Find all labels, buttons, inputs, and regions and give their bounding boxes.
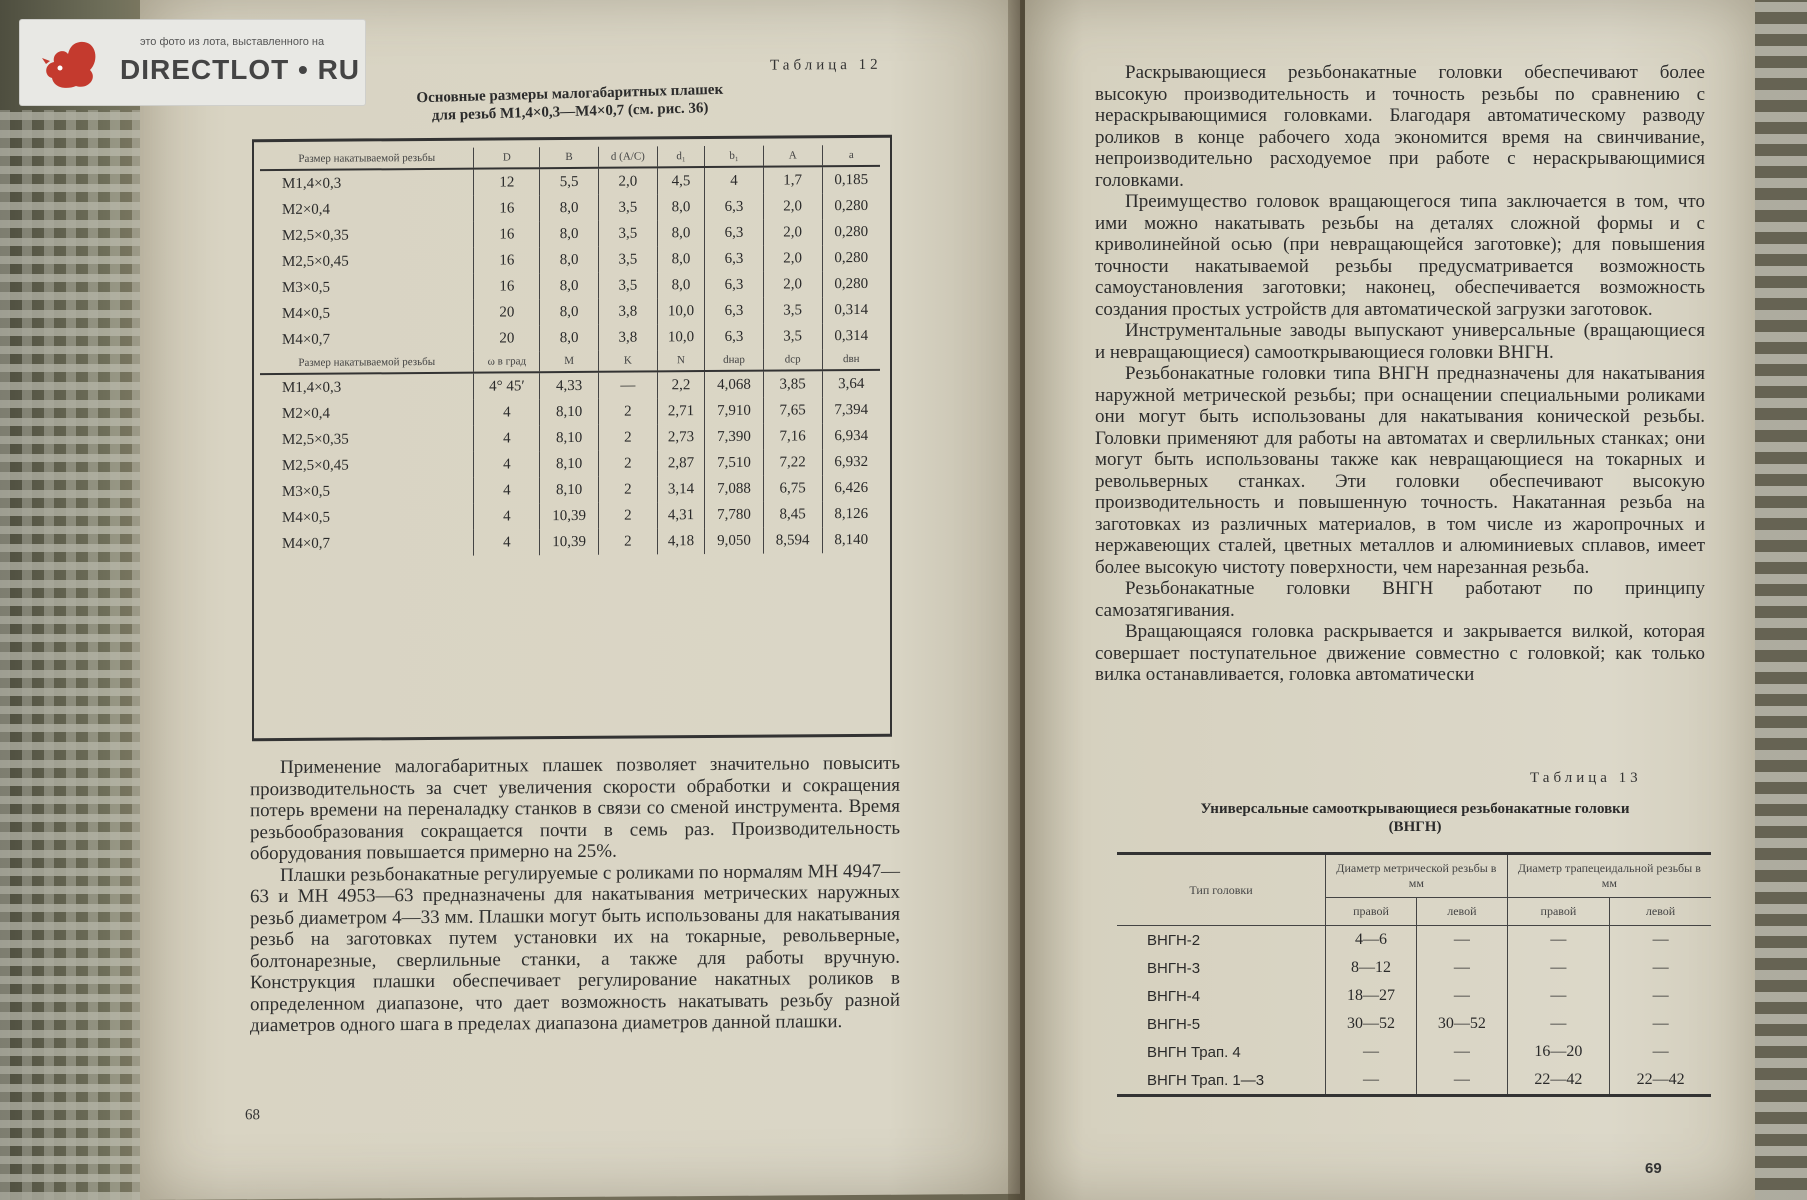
table-cell: 8—12 [1326,954,1417,982]
table-cell: 7,22 [763,449,822,475]
table-cell: 4 [474,451,540,477]
lace-doily-right [1747,0,1807,1200]
left-page-text [250,753,900,1037]
table-cell: 2,71 [657,398,704,424]
table-13-title-line-2: (ВНГН) [1388,819,1442,835]
table-cell: 30—52 [1417,1010,1508,1038]
table-cell: — [1507,926,1609,955]
table-cell: 8,10 [540,477,599,503]
table-cell: — [1417,926,1508,955]
table-cell: 6,75 [763,475,822,501]
table-cell: 8,0 [540,299,599,325]
table-cell: 8,594 [763,527,822,553]
table-cell: 2,87 [657,450,704,476]
row-label-cell: ВНГН-4 [1117,982,1326,1010]
table-cell: 3,5 [598,194,657,220]
table-cell: 30—52 [1326,1010,1417,1038]
table-cell: 6,3 [705,298,764,324]
squirrel-logo-icon [40,34,102,92]
table-cell: 2 [598,528,657,554]
row-label-cell: М4×0,7 [260,326,474,353]
table-cell: 4 [474,477,540,503]
table-cell: 8,0 [540,221,599,247]
page-number: 68 [245,1107,260,1124]
table-12 [260,145,880,557]
table-cell: 0,314 [834,301,869,318]
row-label-cell: ВНГН-3 [1117,954,1326,982]
table-cell: 10,39 [540,503,599,529]
paragraph: Резьбонакатные головки типа ВНГН предназначены для накатывания наружной метрической резьбы; при оснащении специальными роликами они могут быть использованы для накатывания конической резьбы. Головки применяют для работы на автоматах и сверлильных станках; они могут быть использованы также как невращающиеся на токарных и револьверных станках. Эти головки обеспечивают высокую производительность и повышенную точность. Накатанная резьба на заготовках из различных материалов, в том числе из жаропрочных и нержавеющих сталей, цветных металлов и алюминиевых сплавов, имеет более высокую чистоту поверхности, чем нарезанная резьба. [1095,363,1705,578]
row-label-cell: М1,4×0,3 [260,169,474,197]
table-cell: 3,5 [763,297,822,323]
table-cell: 16 [474,195,540,221]
table-cell: 8,10 [540,451,599,477]
table-cell: 8,10 [540,399,599,425]
table-cell: 2 [598,424,657,450]
table-cell: 7,910 [705,398,764,424]
table-cell: 2,0 [763,271,822,297]
table-cell: 22—42 [1636,1071,1685,1088]
row-label-cell: ВНГН-5 [1117,1010,1326,1038]
table-cell: 8,10 [540,425,599,451]
table-13 [1117,852,1711,1097]
table-cell: 3,5 [598,272,657,298]
table-cell: A [763,145,822,166]
table-cell: — [1507,982,1609,1010]
table-cell: — [1507,1010,1609,1038]
table-cell: 7,510 [705,450,764,476]
row-label-cell: М2,5×0,45 [260,452,474,479]
table-cell: 16—20 [1507,1038,1609,1066]
open-book [110,0,1750,1200]
table-cell: 4 [705,167,764,194]
table-cell: 2 [598,398,657,424]
paragraph: Плашки резьбонакатные регулируемые с роликами по нормалям МН 4947—63 и МН 4953—63 предназначены для накатывания метрических наружных резьб диаметром 4—33 мм. Плашки могут быть использованы для накатывания резьб на заготовках путем установки их на токарные, револьверные, болтонарезные, сверлильные станки, а также для работы вручную. Конструкция плашки обеспечивает регулирование накатных роликов в определенном диапазоне, что дает возможность накатывать резьбу разной диаметров одного шага в пределах диапазона диаметров данной плашки. [250,860,900,1037]
table-cell: 6,3 [705,246,764,272]
table-cell: N [657,350,704,371]
table-cell: 2,0 [763,245,822,271]
table-cell: 6,3 [705,272,764,298]
table-cell: M [540,351,599,372]
table-cell: 4—6 [1326,926,1417,955]
table-cell: — [1652,959,1669,976]
paragraph: Раскрывающиеся резьбонакатные головки обеспечивают более высокую производительность и точность резьбы по сравнению с нераскрывающимися головками. Благодаря автоматическому разводу роликов в конце рабочего хода экономится время на свинчивание, непроизводительно расходуемое при работе с нераскрывающимися головками. [1095,62,1705,191]
table-cell: 18—27 [1326,982,1417,1010]
table-12-title [340,79,801,128]
table-cell: 2 [598,476,657,502]
table-cell: 2,0 [763,193,822,219]
col-trap-header: Диаметр трапецеидальной резьбы в мм [1507,854,1711,898]
table-13-title [1125,800,1705,836]
table-cell: 7,780 [705,502,764,528]
table-cell: — [1417,982,1508,1010]
table-cell: 5,5 [540,168,599,195]
table-cell: 4,5 [657,167,704,194]
table-cell: 4,068 [705,371,764,398]
col-type-header: Тип головки [1117,854,1326,926]
paragraph: Резьбонакатные головки ВНГН работают по принципу самозатягивания. [1095,578,1705,621]
table-cell: a [822,145,880,166]
table-cell: 6,934 [834,427,869,444]
table-cell: 6,932 [834,453,869,470]
row-label-cell: М3×0,5 [260,274,474,301]
table-cell: d₁ [657,146,704,167]
table-cell: 4,18 [657,528,704,554]
table-cell: 3,64 [838,375,865,392]
table-cell: 6,426 [834,479,869,496]
table-cell: 0,280 [834,197,869,214]
left-page [140,0,1020,1200]
table-cell: — [1417,954,1508,982]
table-cell: 7,394 [834,401,869,418]
table-cell: 0,280 [834,223,869,240]
table-cell: ω в град [474,351,540,372]
table-row [1117,926,1711,955]
table-cell: 6,3 [705,220,764,246]
table-12-title-line-2: для резьб М1,4×0,3—М4×0,7 (см. рис. 36) [431,100,709,124]
col-trap-left: левой [1610,898,1711,926]
table-cell: 3,5 [763,323,822,349]
table-cell: 8,126 [834,505,869,522]
table-cell: 2,0 [598,167,657,194]
table-cell: — [1326,1066,1417,1096]
table-cell: 2 [598,450,657,476]
table-cell: 8,0 [657,220,704,246]
row-label-cell: М2×0,4 [260,400,474,427]
table-cell: 0,185 [834,171,869,188]
row-label-cell: М2×0,4 [260,196,474,223]
table-row [1117,1038,1711,1066]
paragraph: Вращающаяся головка раскрывается и закрывается вилкой, которая совершает поступательное движение совместно с головкой; как только вилка останавливается, головка автоматически [1095,621,1705,685]
table-cell: d (A/C) [598,146,657,167]
table-cell: 3,85 [763,370,822,397]
table-cell: — [1326,1038,1417,1066]
table-cell: 20 [474,325,540,351]
table-cell: 1,7 [763,166,822,193]
table-cell: 6,3 [705,194,764,220]
table-cell: — [1417,1066,1508,1096]
table-row [1117,1066,1711,1096]
col-trap-right: правой [1507,898,1609,926]
table-cell: 4,31 [657,502,704,528]
table-cell: 7,16 [763,423,822,449]
table-cell: 8,0 [657,194,704,220]
table-cell: 22—42 [1507,1066,1609,1096]
table-cell: — [1652,931,1669,948]
table-cell: dср [763,349,822,370]
row-label-cell: М4×0,5 [260,504,474,531]
table-row [260,370,880,401]
table-cell: 4 [474,529,540,555]
table-cell: 12 [474,168,540,195]
col-metric-header: Диаметр метрической резьбы в мм [1326,854,1508,898]
table-row [1117,1010,1711,1038]
table-cell: 9,050 [705,528,764,554]
table-row [1117,954,1711,982]
table-cell: 8,0 [540,195,599,221]
table-13-label: Таблица 13 [1530,770,1642,786]
table-12-title-line-1: Основные размеры малогабаритных плашек [416,81,724,107]
table-cell: 4 [474,399,540,425]
table-cell: 0,314 [834,327,869,344]
table-cell: 2,2 [657,371,704,398]
table-cell: 8,0 [540,247,599,273]
row-label-cell: М2,5×0,35 [260,426,474,453]
table-cell: 10,0 [657,324,704,350]
paragraph: Преимущество головок вращающегося типа заключается в том, что ими можно накатывать резьбы на деталях сложной формы и с криволинейной осью (при невращающейся заготовке); для повышения точности накатываемой резьбы предусматривается возможность самоустановления заготовки; наконец, обеспечивается возможность создания простых устройств для автоматической загрузки заготовок. [1095,191,1705,320]
table-cell: 2,0 [763,219,822,245]
table-cell: b₁ [705,146,764,167]
table-cell: — [1417,1038,1508,1066]
table-cell: 6,3 [705,324,764,350]
table-cell: B [540,147,599,168]
col-metric-left: левой [1417,898,1508,926]
table-cell: 7,65 [763,397,822,423]
table-cell: — [598,371,657,398]
right-page [1025,0,1755,1200]
table-cell: 7,088 [705,476,764,502]
row-label-cell: М1,4×0,3 [260,373,474,401]
directlot-watermark [20,20,365,105]
row-label-cell: М3×0,5 [260,478,474,505]
table-cell: 3,14 [657,476,704,502]
table-cell: — [1507,954,1609,982]
table-cell: — [1652,987,1669,1004]
table-cell: D [474,147,540,168]
table-cell: 0,280 [834,275,869,292]
table-cell: 4 [474,425,540,451]
table-cell: 8,45 [763,501,822,527]
row-label-cell: М2,5×0,35 [260,222,474,249]
table-row [260,527,880,557]
row-label-cell: Размер накатываемой резьбы [260,352,474,374]
table-cell: 3,5 [598,246,657,272]
table-row [260,166,880,197]
row-label-cell: ВНГН Трап. 4 [1117,1038,1326,1066]
table-12-body-1 [260,166,880,353]
table-cell: 3,8 [598,324,657,350]
table-cell: 16 [474,247,540,273]
table-cell: 16 [474,273,540,299]
table-cell: 16 [474,221,540,247]
table-13-body [1117,926,1711,1096]
table-cell: 10,0 [657,298,704,324]
table-cell: 8,0 [657,272,704,298]
table-cell: — [1652,1015,1669,1032]
table-cell: 8,0 [657,246,704,272]
right-page-text [1095,62,1705,686]
row-label-cell: М2,5×0,45 [260,248,474,275]
table-cell: 7,390 [705,424,764,450]
table-12-label: Таблица 12 [770,56,882,74]
row-label-cell: ВНГН Трап. 1—3 [1117,1066,1326,1096]
row-label-cell: М4×0,7 [260,530,474,557]
table-cell: dвн [822,349,880,370]
table-cell: — [1652,1043,1669,1060]
table-cell: 4° 45′ [474,372,540,399]
table-13-title-line-1: Универсальные самооткрывающиеся резьбонакатные головки [1200,801,1630,817]
table-cell: 8,0 [540,325,599,351]
table-cell: 2 [598,502,657,528]
table-cell: 4 [474,503,540,529]
table-cell: 2,73 [657,424,704,450]
table-cell: dнар [705,350,764,371]
table-cell: 20 [474,299,540,325]
table-cell: 3,5 [598,220,657,246]
table-cell: 0,280 [834,249,869,266]
table-cell: 10,39 [540,529,599,555]
paragraph: Инструментальные заводы выпускают универсальные (вращающиеся и невращающиеся) самооткрывающиеся головки ВНГН. [1095,320,1705,363]
table-row [1117,982,1711,1010]
table-cell: 8,140 [834,531,869,548]
col-metric-right: правой [1326,898,1417,926]
row-label-cell: Размер накатываемой резьбы [260,148,474,170]
table-12-body-2 [260,370,880,557]
row-label-cell: М4×0,5 [260,300,474,327]
table-cell: K [598,350,657,371]
page-number: 69 [1645,1160,1662,1177]
paragraph: Применение малогабаритных плашек позволяет значительно повысить производительность за счет увеличения скорости обработки и сокращения потерь времени на переналадку станков в связи со сменой инструмента. Время резьбообразования сокращается почти в семь раз. Производительность оборудования повышается примерно на 25%. [250,752,900,865]
table-cell: 8,0 [540,273,599,299]
watermark-brand: DIRECTLOT • RU [120,54,361,85]
row-label-cell: ВНГН-2 [1117,926,1326,955]
table-cell: 4,33 [540,372,599,399]
table-cell: 3,8 [598,298,657,324]
watermark-caption: это фото из лота, выставленного на [140,36,325,48]
